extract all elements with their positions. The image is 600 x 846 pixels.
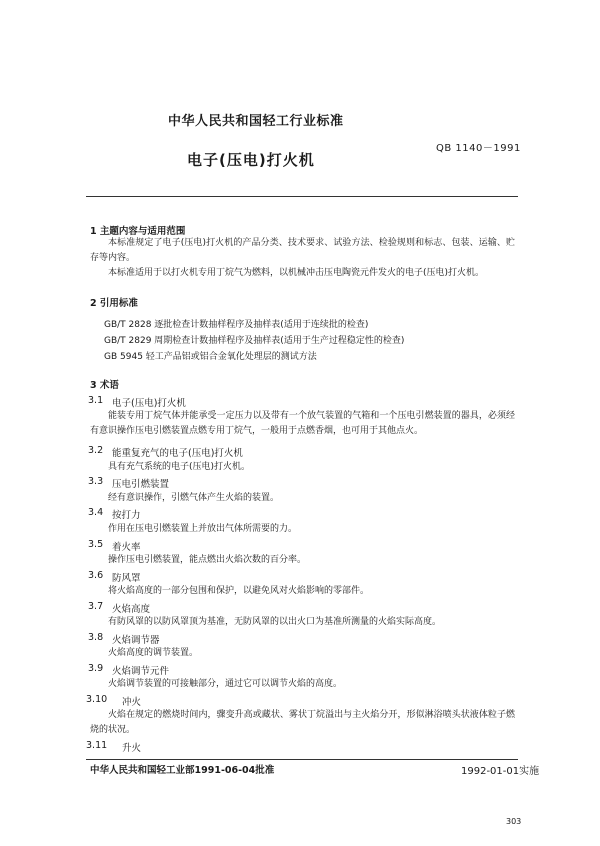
term-definition: 经有意识操作，引燃气体产生火焰的装置。	[108, 493, 280, 503]
term-title: 火焰高度	[112, 604, 151, 615]
term-definition: 火焰调节装置的可接触部分，通过它可以调节火焰的高度。	[108, 679, 343, 689]
term-title: 火焰调节器	[112, 635, 160, 646]
term-title: 着火率	[112, 542, 141, 553]
term-number: 3.1	[88, 395, 104, 406]
section-1-paragraph-1: 本标准规定了电子(压电)打火机的产品分类、技术要求、试验方法、检验规则和标志、包装、运输、贮存等内容。	[90, 238, 515, 263]
term-title: 火焰调节元件	[112, 666, 170, 677]
header-divider	[86, 196, 518, 197]
reference-item: GB 5945 轻工产品铝或铝合金氧化处理层的测试方法	[104, 352, 317, 362]
term-title: 能重复充气的电子(压电)打火机	[112, 448, 243, 459]
term-number: 3.3	[88, 476, 104, 487]
term-number: 3.6	[88, 570, 104, 581]
section-2-heading: 2 引用标准	[90, 298, 138, 309]
term-number: 3.8	[88, 632, 104, 643]
term-definition: 将火焰高度的一部分包围和保护，以避免风对火焰影响的零部件。	[108, 586, 370, 596]
document-title: 电子(压电)打火机	[187, 151, 315, 169]
term-number: 3.7	[88, 601, 104, 612]
term-title: 防风罩	[112, 573, 141, 584]
term-definition: 具有充气系统的电子(压电)打火机。	[108, 462, 251, 472]
term-title: 升火	[122, 743, 142, 754]
standard-code: QB 1140－1991	[436, 143, 521, 154]
term-number: 3.10	[86, 694, 108, 705]
term-title: 压电引燃装置	[112, 479, 170, 490]
section-1-paragraph-2: 本标准适用于以打火机专用丁烷气为燃料，以机械冲击压电陶瓷元件发火的电子(压电)打火机。	[108, 268, 485, 278]
term-definition: 能装专用丁烷气体并能承受一定压力以及带有一个放气装置的气箱和一个压电引燃装置的器具，必须经有意识操作压电引燃装置点燃专用丁烷气，一般用于点燃香烟，也可用于其他点火。	[90, 411, 515, 436]
section-3-heading: 3 术语	[90, 380, 119, 391]
term-definition: 火焰高度的调节装置。	[108, 648, 199, 658]
page-number: 303	[506, 817, 522, 826]
term-title: 冲火	[122, 697, 142, 708]
term-number: 3.5	[88, 539, 104, 550]
approval-statement: 中华人民共和国轻工业部1991-06-04批准	[90, 765, 275, 776]
term-number: 3.2	[88, 445, 104, 456]
term-number: 3.11	[86, 740, 108, 751]
implementation-date: 1992-01-01实施	[461, 766, 540, 777]
term-number: 3.4	[88, 507, 104, 518]
term-title: 按打力	[112, 510, 141, 521]
term-definition: 作用在压电引燃装置上并放出气体所需要的力。	[108, 524, 298, 534]
reference-item: GB/T 2829 周期检查计数抽样程序及抽样表(适用于生产过程稳定性的检查)	[104, 336, 405, 346]
term-definition: 火焰在规定的燃烧时间内，骤变升高或藏状、雾状丁烷溢出与主火焰分开，形似淋浴喷头状液体粒子燃烧的状况。	[90, 710, 515, 735]
term-number: 3.9	[88, 663, 104, 674]
section-1-heading: 1 主题内容与适用范围	[90, 226, 186, 237]
term-title: 电子(压电)打火机	[112, 398, 186, 409]
footer-divider	[86, 759, 518, 760]
term-definition: 操作压电引燃装置，能点燃出火焰次数的百分率。	[108, 555, 307, 565]
reference-item: GB/T 2828 逐批检查计数抽样程序及抽样表(适用于连续批的检查)	[104, 320, 369, 330]
standard-category-title: 中华人民共和国轻工行业标准	[168, 114, 344, 129]
term-definition: 有防风罩的以防风罩顶为基准，无防风罩的以出火口为基准所测量的火焰实际高度。	[108, 617, 442, 627]
